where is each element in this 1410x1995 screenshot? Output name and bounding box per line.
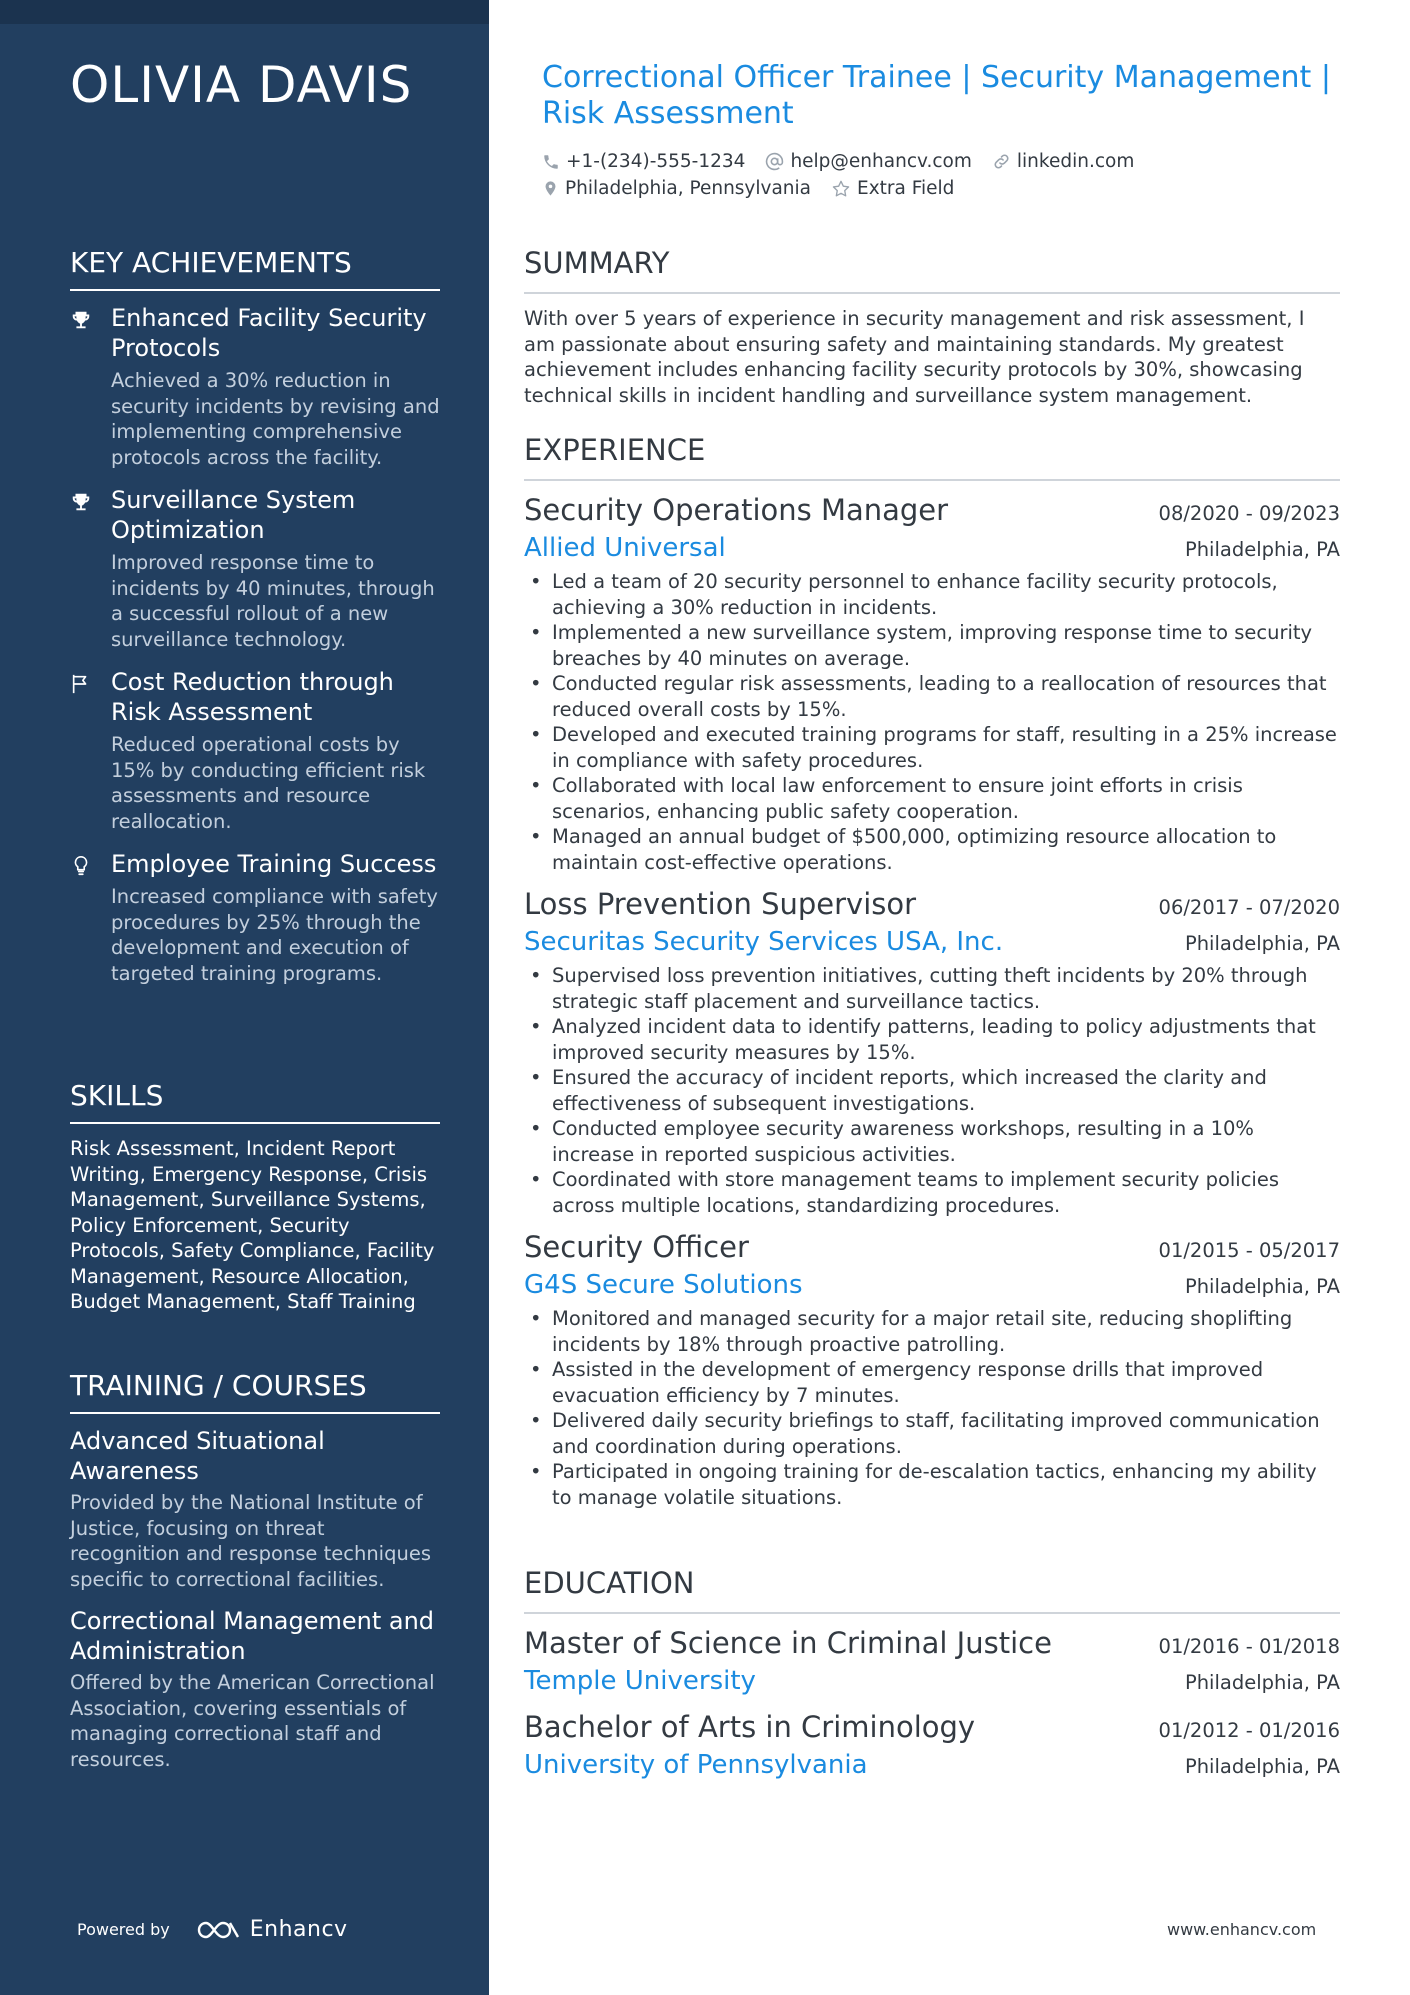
achievement-description: Achieved a 30% reduction in security incidents by revising and implementing comprehensive protocols across the facility.	[111, 369, 440, 469]
achievement-item	[70, 303, 440, 470]
job-location: Philadelphia, PA	[1184, 1275, 1340, 1298]
job-location: Philadelphia, PA	[1184, 538, 1340, 561]
headline: Correctional Officer Trainee | Security Management | Risk Assessment	[542, 60, 1331, 131]
degree-title: Bachelor of Arts in Criminology	[524, 1710, 976, 1744]
extra-field-text: Extra Field	[857, 178, 955, 199]
course-description: Provided by the National Institute of Justice, focusing on threat recognition and response techniques specific to correctional facilities.	[70, 1491, 431, 1591]
achievements-section	[70, 246, 440, 1001]
experience-section	[524, 433, 1340, 1522]
company-name: G4S Secure Solutions	[524, 1270, 803, 1300]
education-location: Philadelphia, PA	[1184, 1671, 1340, 1694]
contact-info	[542, 148, 1332, 202]
job-title: Security Officer	[524, 1230, 749, 1264]
job-title: Loss Prevention Supervisor	[524, 887, 917, 921]
company-name: Securitas Security Services USA, Inc.	[524, 927, 1004, 957]
location-pin-icon	[542, 179, 559, 198]
course-item	[70, 1426, 440, 1592]
job-bullet: • Analyzed incident data to identify patterns, leading to policy adjustments that improved security measures by 15%.	[524, 1014, 1340, 1065]
job-bullets	[524, 569, 1340, 875]
contact-row	[542, 148, 1332, 175]
course-description: Offered by the American Correctional Association, covering essentials of managing correctional staff and resources.	[70, 1671, 435, 1771]
star-icon	[831, 179, 851, 199]
job-bullet: • Implemented a new surveillance system, improving response time to security breaches by 40 minutes on average.	[524, 620, 1340, 671]
linkedin-text: linkedin.com	[1016, 151, 1135, 172]
education-section	[524, 1566, 1340, 1794]
achievement-title: Employee Training Success	[111, 850, 437, 878]
trophy-icon	[70, 309, 92, 331]
job-bullet: • Coordinated with store management teams to implement security policies across multiple locations, standardizing procedures.	[524, 1167, 1340, 1218]
education-entry	[524, 1626, 1340, 1696]
education-heading: EDUCATION	[524, 1566, 1340, 1614]
skills-heading: SKILLS	[70, 1079, 440, 1124]
job-bullet: • Monitored and managed security for a major retail site, reducing shoplifting incidents by 18% through proactive patrolling.	[524, 1306, 1340, 1357]
summary-section	[524, 246, 1340, 408]
job-bullets	[524, 1306, 1340, 1510]
achievement-item	[70, 667, 440, 834]
job-dates: 06/2017 - 07/2020	[1158, 896, 1340, 919]
job-title: Security Operations Manager	[524, 493, 949, 527]
contact-phone[interactable]	[542, 151, 745, 172]
job-bullet: • Delivered daily security briefings to staff, facilitating improved communication and coordination during operations.	[524, 1408, 1340, 1459]
achievement-title: Surveillance System Optimization	[111, 486, 356, 544]
job-location: Philadelphia, PA	[1184, 932, 1340, 955]
education-location: Philadelphia, PA	[1184, 1755, 1340, 1778]
sidebar	[0, 0, 489, 1995]
job-dates: 08/2020 - 09/2023	[1158, 502, 1340, 525]
job-bullets	[524, 963, 1340, 1218]
phone-icon	[542, 153, 560, 171]
phone-text: +1-(234)-555-1234	[566, 151, 746, 172]
trophy-icon	[70, 491, 92, 513]
degree-title: Master of Science in Criminal Justice	[524, 1626, 1052, 1660]
contact-linkedin[interactable]	[992, 151, 1134, 172]
candidate-name: OLIVIA DAVIS	[70, 56, 413, 114]
job-bullet: • Ensured the accuracy of incident reports, which increased the clarity and effectiveness of subsequent investigations.	[524, 1065, 1340, 1116]
education-dates: 01/2012 - 01/2016	[1158, 1719, 1340, 1742]
job-bullet: • Participated in ongoing training for de-escalation tactics, enhancing my ability to manage volatile situations.	[524, 1459, 1340, 1510]
training-section	[70, 1369, 440, 1786]
education-entry	[524, 1710, 1340, 1780]
achievement-description: Increased compliance with safety procedures by 25% through the development and execution of targeted training programs.	[111, 885, 438, 985]
achievement-title: Enhanced Facility Security Protocols	[111, 304, 427, 362]
job-bullet: • Supervised loss prevention initiatives, cutting theft incidents by 20% through strategic staff placement and surveillance tactics.	[524, 963, 1340, 1014]
achievement-item	[70, 849, 440, 986]
job-bullet: • Led a team of 20 security personnel to enhance facility security protocols, achieving a 30% reduction in incidents.	[524, 569, 1340, 620]
job-bullet: • Collaborated with local law enforcement to ensure joint efforts in crisis scenarios, enhancing public safety cooperation.	[524, 773, 1340, 824]
brand-name: Enhancv	[249, 1917, 348, 1942]
skills-list: Risk Assessment, Incident Report Writing, Emergency Response, Crisis Management, Surveillance Systems, Policy Enforcement, Security Protocols, Safety Compliance, Facility Management, Resource Allocation, Budget Management, Staff Training	[70, 1137, 435, 1313]
contact-email[interactable]	[765, 151, 971, 172]
job-entry	[524, 493, 1340, 875]
achievement-item	[70, 485, 440, 652]
job-bullet: • Developed and executed training programs for staff, resulting in a 25% increase in compliance with safety procedures.	[524, 722, 1340, 773]
school-name: Temple University	[524, 1666, 756, 1696]
course-title: Advanced Situational Awareness	[70, 1427, 325, 1485]
summary-text: With over 5 years of experience in security management and risk assessment, I am passionate about ensuring safety and maintaining standards. My greatest achievement includes enhancing facility security protocols by 30%, showcasing technical skills in incident handling and surveillance system management.	[524, 307, 1305, 407]
powered-by-label: Powered by	[77, 1920, 170, 1939]
job-dates: 01/2015 - 05/2017	[1158, 1239, 1340, 1262]
training-heading: TRAINING / COURSES	[70, 1369, 440, 1414]
company-name: Allied Universal	[524, 533, 726, 563]
contact-extra	[831, 178, 954, 199]
school-name: University of Pennsylvania	[524, 1750, 868, 1780]
course-item	[70, 1606, 440, 1772]
contact-row	[542, 175, 1332, 202]
job-bullet: • Assisted in the development of emergency response drills that improved evacuation efficiency by 7 minutes.	[524, 1357, 1340, 1408]
email-text: help@enhancv.com	[790, 151, 972, 172]
flag-icon	[70, 673, 92, 695]
achievement-description: Reduced operational costs by 15% by conducting efficient risk assessments and resource reallocation.	[111, 733, 426, 833]
course-title: Correctional Management and Administration	[70, 1607, 435, 1665]
job-bullet: • Conducted regular risk assessments, leading to a reallocation of resources that reduced overall costs by 15%.	[524, 671, 1340, 722]
job-bullet: • Managed an annual budget of $500,000, optimizing resource allocation to maintain cost-effective operations.	[524, 824, 1340, 875]
contact-location	[542, 178, 811, 199]
footer-website[interactable]: www.enhancv.com	[1167, 1920, 1317, 1939]
education-dates: 01/2016 - 01/2018	[1158, 1635, 1340, 1658]
powered-by	[77, 1917, 348, 1942]
sidebar-top-bar	[0, 0, 489, 24]
enhancv-logo-icon	[196, 1918, 242, 1942]
location-text: Philadelphia, Pennsylvania	[565, 178, 812, 199]
achievement-description: Improved response time to incidents by 40 minutes, through a successful rollout of a new surveillance technology.	[111, 551, 435, 651]
skills-section	[70, 1079, 440, 1315]
lightbulb-icon	[70, 855, 92, 877]
achievements-heading: KEY ACHIEVEMENTS	[70, 246, 440, 291]
at-icon	[765, 152, 784, 171]
job-entry	[524, 1230, 1340, 1510]
achievement-title: Cost Reduction through Risk Assessment	[111, 668, 394, 726]
job-entry	[524, 887, 1340, 1218]
summary-heading: SUMMARY	[524, 246, 1340, 294]
link-icon	[992, 152, 1011, 171]
job-bullet: • Conducted employee security awareness workshops, resulting in a 10% increase in reported suspicious activities.	[524, 1116, 1340, 1167]
experience-heading: EXPERIENCE	[524, 433, 1340, 481]
